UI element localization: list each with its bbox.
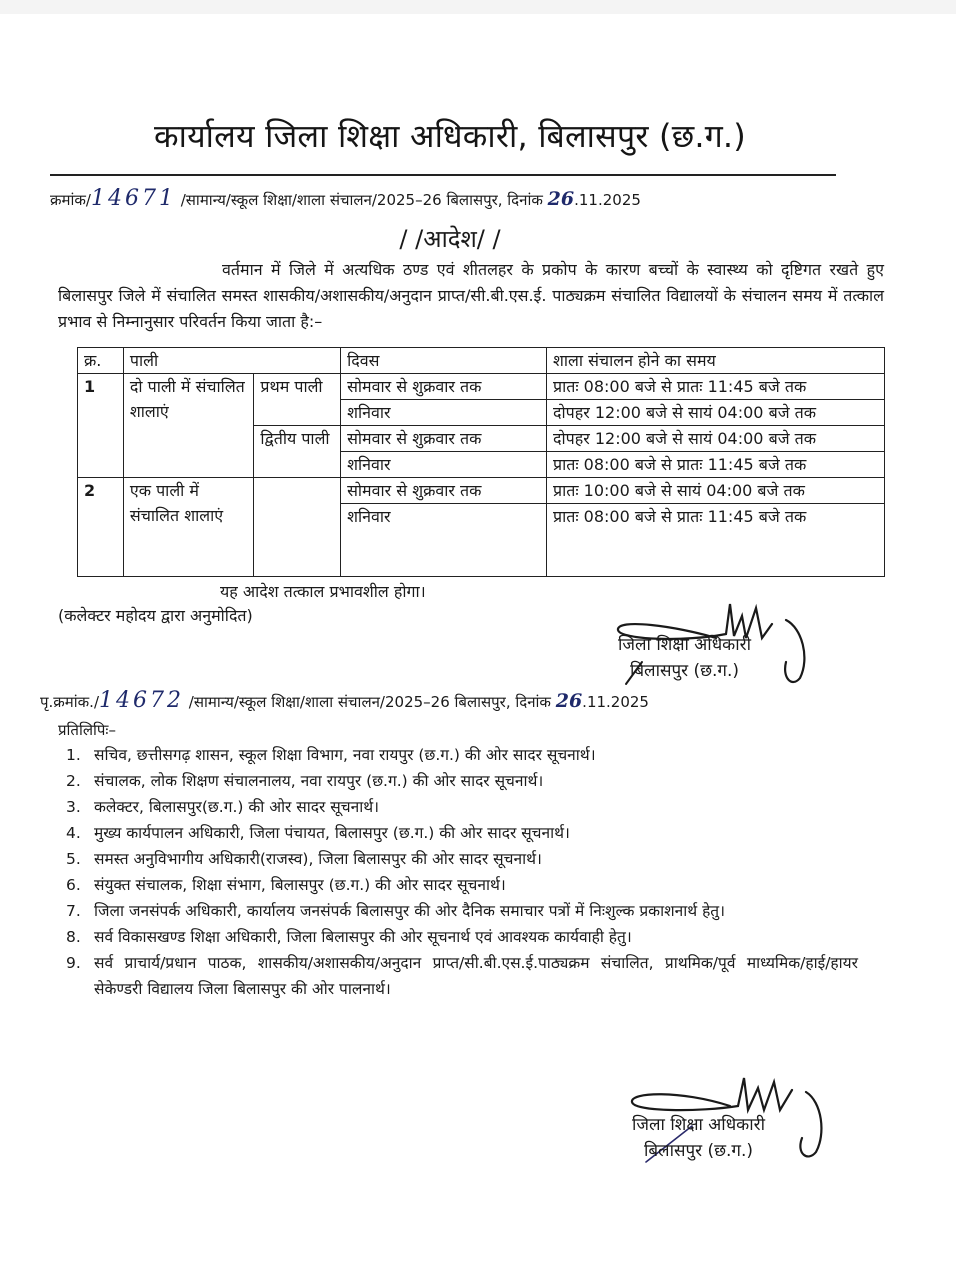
copies-heading: प्रतिलिपिः–: [58, 721, 116, 739]
list-item-text: जिला जनसंपर्क अधिकारी, कार्यालय जनसंपर्क बिलासपुर की ओर दैनिक समाचार पत्रों में निःशुल्क प्रकाशनार्थ हेतु।: [94, 902, 726, 920]
signatory-2-place: बिलासपुर (छ.ग.): [643, 1141, 754, 1161]
header-rule: [50, 174, 836, 176]
office-title: कार्यालय जिला शिक्षा अधिकारी, बिलासपुर (छ.ग.): [154, 117, 746, 155]
order-body: [58, 257, 884, 335]
cell-shift-empty: [254, 478, 341, 577]
list-item-text: कलेक्टर, बिलासपुर(छ.ग.) की ओर सादर सूचनार्थ।: [94, 798, 380, 816]
list-item-text: सर्व प्राचार्य/प्रधान पाठक, शासकीय/अशासकीय/अनुदान प्राप्त/सी.बी.एस.ई.पाठ्यक्रम संचालित, प्राथमिक/पूर्व माध्यमिक/हाई/हायर सेकेण्डरी विद्यालय जिला बिलासपुर की ओर पालनार्थ।: [94, 954, 858, 998]
top-margin-strip: [0, 0, 956, 14]
cell-day: सोमवार से शुक्रवार तक: [341, 426, 547, 452]
list-item-text: संयुक्त संचालक, शिक्षा संभाग, बिलासपुर (छ.ग.) की ओर सादर सूचनार्थ।: [94, 876, 506, 894]
endorsement-prefix: पृ.क्रमांक./: [40, 693, 100, 711]
list-item-number: 3.: [66, 798, 81, 816]
list-item: [58, 924, 858, 950]
list-item-text: सचिव, छत्तीसगढ़ शासन, स्कूल शिक्षा विभाग, नवा रायपुर (छ.ग.) की ओर सादर सूचनार्थ।: [94, 746, 596, 764]
cell-sno: 2: [78, 478, 124, 577]
list-item: [58, 742, 858, 768]
endorsement-date-day: 26: [555, 690, 583, 712]
list-item-number: 1.: [66, 746, 81, 764]
cell-day: शनिवार: [341, 452, 547, 478]
list-item-number: 4.: [66, 824, 81, 842]
list-item-number: 2.: [66, 772, 81, 790]
schedule-table: [77, 347, 885, 577]
list-item-number: 5.: [66, 850, 81, 868]
list-item-text: समस्त अनुविभागीय अधिकारी(राजस्व), जिला बिलासपुर की ओर सादर सूचनार्थ।: [94, 850, 542, 868]
cell-time: प्रातः 08:00 बजे से प्रातः 11:45 बजे तक: [547, 504, 885, 577]
cell-day: सोमवार से शुक्रवार तक: [341, 374, 547, 400]
cell-day: शनिवार: [341, 400, 547, 426]
list-item: [58, 820, 858, 846]
reference-prefix: क्रमांक/: [50, 191, 91, 209]
endorsement-line: [40, 688, 649, 713]
copies-list: [58, 742, 858, 1002]
list-item-number: 8.: [66, 928, 81, 946]
cell-time: दोपहर 12:00 बजे से सायं 04:00 बजे तक: [547, 426, 885, 452]
header-shift: पाली: [123, 348, 340, 374]
reference-date-day: 26: [547, 188, 575, 210]
reference-path: /सामान्य/स्कूल शिक्षा/शाला संचालन/2025–26 बिलासपुर, दिनांक: [180, 191, 543, 209]
list-item-number: 9.: [66, 954, 81, 972]
reference-number: 14671: [90, 186, 176, 211]
list-item-text: संचालक, लोक शिक्षण संचालनालय, नवा रायपुर (छ.ग.) की ओर सादर सूचनार्थ।: [94, 772, 544, 790]
endorsement-path: /सामान्य/स्कूल शिक्षा/शाला संचालन/2025–26 बिलासपुर, दिनांक: [188, 693, 551, 711]
order-heading: / /आदेश/ /: [399, 225, 501, 253]
signatory-2-designation: जिला शिक्षा अधिकारी: [632, 1115, 765, 1135]
header-day: दिवस: [341, 348, 547, 374]
cell-time: प्रातः 08:00 बजे से प्रातः 11:45 बजे तक: [547, 374, 885, 400]
list-item: [58, 898, 858, 924]
cell-time: प्रातः 10:00 बजे से सायं 04:00 बजे तक: [547, 478, 885, 504]
order-body-text: वर्तमान में जिले में अत्यधिक ठण्ड एवं शीतलहर के प्रकोप के कारण बच्चों के स्वास्थ्य को दृष्टिगत रखते हुए बिलासपुर जिले में संचालित समस्त शासकीय/अशासकीय/अनुदान प्राप्त/सी.बी.एस.ई. पाठ्यक्रम संचालित विद्यालयों के संचालन समय में तत्काल प्रभाव से निम्नानुसार परिवर्तन किया जाता है:–: [58, 260, 884, 331]
endorsement-number: 14672: [99, 688, 185, 713]
signatory-2: [632, 1112, 765, 1164]
effect-note: यह आदेश तत्काल प्रभावशील होगा।: [220, 582, 426, 601]
approval-note: (कलेक्टर महोदय द्वारा अनुमोदित): [58, 606, 253, 625]
signatory-1-place: बिलासपुर (छ.ग.): [629, 661, 740, 681]
header-sno: क्र.: [78, 348, 124, 374]
list-item: [58, 872, 858, 898]
cell-shift-name: प्रथम पाली: [254, 374, 341, 426]
table-header-row: [78, 348, 885, 374]
cell-sno: 1: [78, 374, 124, 478]
cell-day: सोमवार से शुक्रवार तक: [341, 478, 547, 504]
cell-day: शनिवार: [341, 504, 547, 577]
list-item-text: सर्व विकासखण्ड शिक्षा अधिकारी, जिला बिलासपुर की ओर सूचनार्थ एवं आवश्यक कार्यवाही हेतु।: [94, 928, 632, 946]
table-row: [78, 374, 885, 400]
table-row: [78, 478, 885, 504]
cell-time: प्रातः 08:00 बजे से प्रातः 11:45 बजे तक: [547, 452, 885, 478]
cell-category: दो पाली में संचालित शालाएं: [123, 374, 254, 478]
signatory-1: [618, 632, 751, 684]
cell-shift-name: द्वितीय पाली: [254, 426, 341, 478]
cell-time: दोपहर 12:00 बजे से सायं 04:00 बजे तक: [547, 400, 885, 426]
list-item-number: 6.: [66, 876, 81, 894]
cell-category: एक पाली में संचालित शालाएं: [123, 478, 254, 577]
list-item-number: 7.: [66, 902, 81, 920]
list-item: [58, 794, 858, 820]
reference-line: [50, 186, 641, 211]
list-item: [58, 950, 858, 1002]
list-item: [58, 768, 858, 794]
signatory-1-designation: जिला शिक्षा अधिकारी: [618, 635, 751, 655]
list-item-text: मुख्य कार्यपालन अधिकारी, जिला पंचायत, बिलासपुर (छ.ग.) की ओर सादर सूचनार्थ।: [94, 824, 570, 842]
endorsement-date-rest: .11.2025: [582, 693, 649, 711]
list-item: [58, 846, 858, 872]
header-time: शाला संचालन होने का समय: [547, 348, 885, 374]
reference-date-rest: .11.2025: [574, 191, 641, 209]
